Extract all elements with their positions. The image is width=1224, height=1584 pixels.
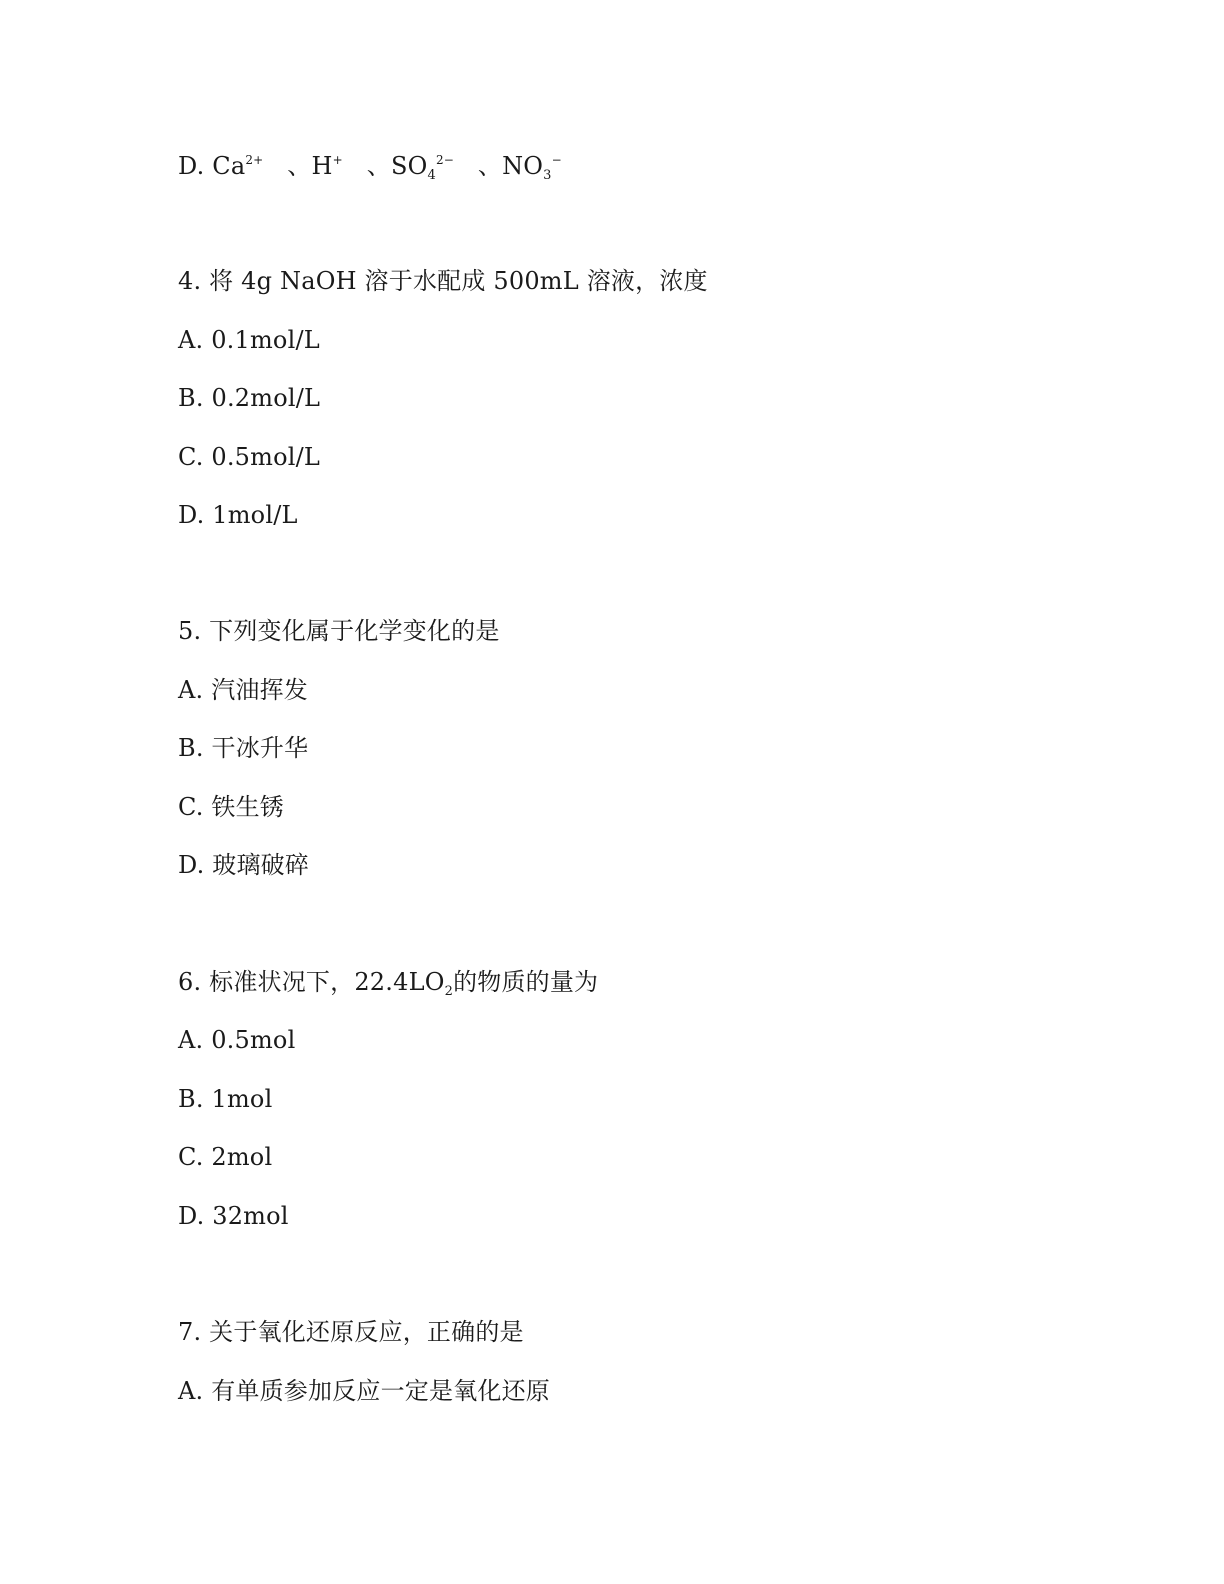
q6-question-prefix: 6. 标准状况下，22.4LO bbox=[178, 968, 445, 996]
q6-question bbox=[178, 967, 598, 997]
q7-option-a: A. 有单质参加反应一定是氧化还原 bbox=[178, 1377, 550, 1405]
separator: 、 bbox=[366, 152, 391, 180]
q6-question-suffix: 的物质的量为 bbox=[453, 968, 599, 996]
q5-option-c: C. 铁生锈 bbox=[178, 793, 284, 821]
q6-option-c: C. 2mol bbox=[178, 1143, 273, 1171]
q4-question: 4. 将 4g NaOH 溶于水配成 500mL 溶液，浓度 bbox=[178, 267, 708, 295]
ion-sulfate-subscript: 4 bbox=[427, 168, 436, 183]
ion-calcium-charge: 2+ bbox=[245, 153, 264, 167]
q5-option-a: A. 汽油挥发 bbox=[178, 676, 308, 704]
q4-option-a: A. 0.1mol/L bbox=[178, 326, 320, 354]
q5-question: 5. 下列变化属于化学变化的是 bbox=[178, 617, 500, 645]
q4-option-c: C. 0.5mol/L bbox=[178, 443, 321, 471]
q6-option-b: B. 1mol bbox=[178, 1085, 273, 1113]
q4-option-b: B. 0.2mol/L bbox=[178, 384, 321, 412]
q3-option-d bbox=[178, 151, 562, 181]
separator: 、 bbox=[287, 152, 312, 180]
ion-calcium: Ca bbox=[212, 152, 246, 180]
ion-hydrogen: H bbox=[311, 152, 333, 180]
ion-sulfate-charge: 2− bbox=[435, 153, 455, 167]
q4-option-d: D. 1mol/L bbox=[178, 501, 298, 529]
q5-option-d: D. 玻璃破碎 bbox=[178, 851, 310, 879]
q6-option-a: A. 0.5mol bbox=[178, 1026, 296, 1054]
option-label: D. bbox=[178, 152, 205, 180]
separator: 、 bbox=[477, 152, 503, 180]
ion-nitrate-charge: − bbox=[551, 153, 562, 167]
ion-nitrate: NO bbox=[502, 152, 544, 180]
q7-question: 7. 关于氧化还原反应，正确的是 bbox=[178, 1318, 524, 1346]
q6-option-d: D. 32mol bbox=[178, 1202, 289, 1230]
q6-question-subscript: 2 bbox=[444, 984, 454, 999]
ion-nitrate-subscript: 3 bbox=[543, 168, 552, 183]
ion-hydrogen-charge: + bbox=[332, 153, 343, 167]
q5-option-b: B. 干冰升华 bbox=[178, 734, 309, 762]
ion-sulfate: SO bbox=[390, 152, 428, 180]
